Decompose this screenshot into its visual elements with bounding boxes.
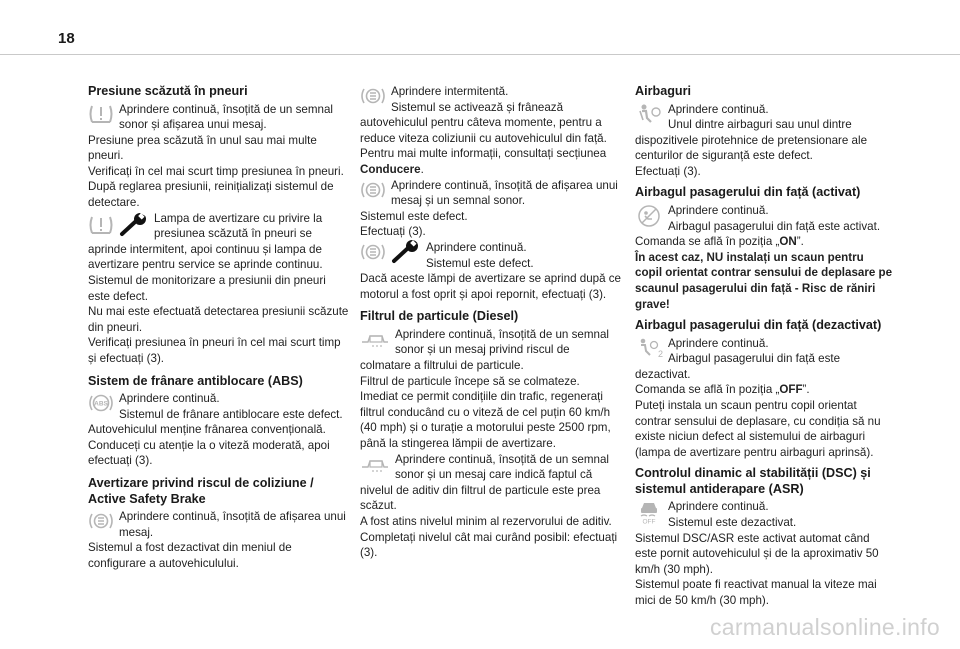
- watermark: carmanualsonline.info: [709, 614, 940, 640]
- passenger-airbag-on-heading: Airbagul pasagerului din față (activat): [635, 185, 861, 200]
- collision-service-icon: [360, 241, 386, 263]
- dsc-text-1: Aprindere continuă.: [668, 500, 769, 514]
- dsc-off-icon: [635, 500, 663, 524]
- airbag-text-2: Unul dintre airbaguri sau unul dintre dispozitivele pirotehnice de pretensionare ale centurilor de siguranță este defect.: [635, 118, 868, 163]
- dsc-text-3: Sistemul DSC/ASR este activat automat când este pornit autovehiculul și de la aproximativ 50 km/h (30 mph).: [635, 531, 879, 576]
- pa-off-text-3: Comanda se află în poziția „OFF”.: [635, 383, 810, 397]
- tire-text-2: Presiune prea scăzută în unul sau mai multe pneuri.: [88, 133, 317, 163]
- dsc-text-4: Sistemul poate fi reactivat manual la viteze mai mici de 50 km/h (30 mph).: [635, 578, 877, 607]
- tire-text-8: Verificați presiunea în pneuri în cel mai scurt timp și efectuați (3).: [88, 336, 341, 365]
- abs-heading: Sistem de frânare antiblocare (ABS): [88, 373, 303, 388]
- passenger-airbag-off-icon: [635, 337, 663, 359]
- pa-off-text-2: Airbagul pasagerului din față este dezactivat.: [635, 352, 841, 381]
- wrench-icon-2: [391, 240, 421, 269]
- passenger-airbag-on-icon: [635, 204, 663, 228]
- column-2: [360, 84, 622, 561]
- c2-text-3: Pentru mai multe informații, consultați secțiunea Conducere.: [360, 147, 607, 176]
- passenger-airbag-off-heading: Airbagul pasagerului din față (dezactivat): [635, 318, 882, 333]
- dpf-heading: Filtrul de particule (Diesel): [360, 309, 519, 324]
- c2-text-2: Sistemul se activează și frânează autovehiculul pentru câteva momente, pentru a reduce viteza coliziunii cu autovehiculul din față.: [360, 100, 607, 145]
- tire-text-4: După reglarea presiunii, reinițializați sistemul de detectare.: [88, 180, 334, 210]
- collision-warning-icon: [88, 510, 114, 532]
- collision-fault-icon: [360, 179, 386, 201]
- airbag-text-3: Efectuați (3).: [635, 164, 701, 178]
- pa-on-text-2: Airbagul pasagerului din față este activat.: [668, 219, 881, 233]
- dpf-text-6: Completați nivelul cât mai curând posibil: efectuați (3).: [360, 530, 618, 560]
- abs-text-2: Sistemul de frânare antiblocare este defect.: [119, 407, 343, 421]
- particle-filter-icon-2: [360, 453, 390, 475]
- abs-text-4: Conduceți cu atenție la o viteză moderată, apoi efectuați (3).: [88, 438, 330, 468]
- dpf-text-5: A fost atins nivelul minim al rezervorului de aditiv.: [360, 514, 612, 528]
- tire-pressure-heading: Presiune scăzută în pneuri: [88, 84, 248, 98]
- pa-off-text-1: Aprindere continuă.: [668, 336, 769, 350]
- dpf-text-3: Imediat ce permit condițiile din trafic, regenerați filtrul conducând cu o viteză de cel puțin 60 km/h (40 mph) și o turație a motorului peste 2500 rpm, până la stingerea lămpii de avertizare.: [360, 390, 611, 450]
- tire-pressure-icon: [88, 103, 114, 125]
- pa-off-text-4: Puteți instala un scaun pentru copil orientat contrar sensului de deplasare, cu condiția să nu existe niciun defect al sistemului de airbaguri (lampa de avertizare pentru airbaguri aprinsă).: [635, 399, 881, 459]
- pa-on-text-3: Comanda se află în poziția „ON”.: [635, 235, 804, 249]
- svg-text:2: 2: [658, 348, 663, 359]
- asb-text-1: Aprindere continuă, însoțită de afișarea unui mesaj.: [119, 510, 346, 539]
- tire-text-7: Nu mai este efectuată detectarea presiunii scăzute din pneuri.: [88, 305, 349, 334]
- wrench-icon: [119, 213, 149, 242]
- particle-filter-icon: [360, 328, 390, 350]
- tire-text-3: Verificați în cel mai scurt timp presiunea în pneuri.: [88, 164, 344, 178]
- svg-text:ABS: ABS: [94, 400, 108, 408]
- pa-on-text-1: Aprindere continuă.: [668, 203, 769, 217]
- c2-text-9: Dacă aceste lămpi de avertizare se aprind după ce motorul a fost oprit și apoi repornit, efectuați (3).: [360, 272, 622, 301]
- c2-text-6: Efectuați (3).: [360, 225, 426, 239]
- pa-on-warning: În acest caz, NU instalați un scaun pentru copil orientat contrar sensului de deplasare pe scaunul pasagerului din față - Risc de răniri grave!: [635, 250, 893, 311]
- dpf-text-1: Aprindere continuă, însoțită de un semnal sonor și un mesaj privind riscul de colmatare a filtrului de particule.: [360, 327, 609, 372]
- dpf-text-4: Aprindere continuă, însoțită de un semnal sonor și un mesaj care indică faptul că nivelul de aditiv din filtrul de particule este prea scăzut.: [360, 452, 609, 513]
- dsc-text-2: Sistemul este dezactivat.: [668, 515, 797, 529]
- airbag-heading: Airbaguri: [635, 84, 691, 98]
- page-number: 18: [58, 30, 75, 47]
- column-1: [88, 84, 350, 571]
- airbag-icon: [635, 103, 663, 125]
- dsc-heading: Controlul dinamic al stabilității (DSC) și sistemul antiderapare (ASR): [635, 466, 871, 496]
- asb-text-2: Sistemul a fost dezactivat din meniul de configurare a autovehiculului.: [88, 541, 292, 570]
- tire-pressure-icon-2: [88, 214, 114, 236]
- svg-text:OFF: OFF: [642, 518, 656, 525]
- abs-text-1: Aprindere continuă.: [119, 392, 220, 406]
- c2-text-1: Aprindere intermitentă.: [391, 85, 509, 98]
- tire-text-5: Lampa de avertizare cu privire la presiunea scăzută în pneuri se aprinde intermitent, apoi continuu și lampa de avertizare pentru service se aprinde continuu.: [88, 211, 323, 272]
- asb-heading: Avertizare privind riscul de coliziune / Active Safety Brake: [88, 476, 314, 506]
- column-3: [635, 84, 893, 609]
- dpf-text-2: Filtrul de particule începe să se colmateze.: [360, 374, 580, 388]
- airbag-text-1: Aprindere continuă.: [668, 102, 769, 116]
- c2-text-5: Sistemul este defect.: [360, 209, 468, 223]
- c2-text-7: Aprindere continuă.: [426, 240, 527, 254]
- abs-icon: [88, 392, 114, 414]
- tire-text-1: Aprindere continuă, însoțită de un semnal sonor și afișarea unui mesaj.: [119, 102, 333, 132]
- c2-text-4: Aprindere continuă, însoțită de afișarea unui mesaj și un semnal sonor.: [391, 178, 618, 208]
- c2-text-8: Sistemul este defect.: [426, 256, 534, 270]
- collision-flash-icon: [360, 85, 386, 107]
- abs-text-3: Autovehiculul menține frânarea convențională.: [88, 423, 326, 437]
- tire-text-6: Sistemul de monitorizare a presiunii din pneuri este defect.: [88, 274, 326, 303]
- header-divider: [0, 54, 960, 55]
